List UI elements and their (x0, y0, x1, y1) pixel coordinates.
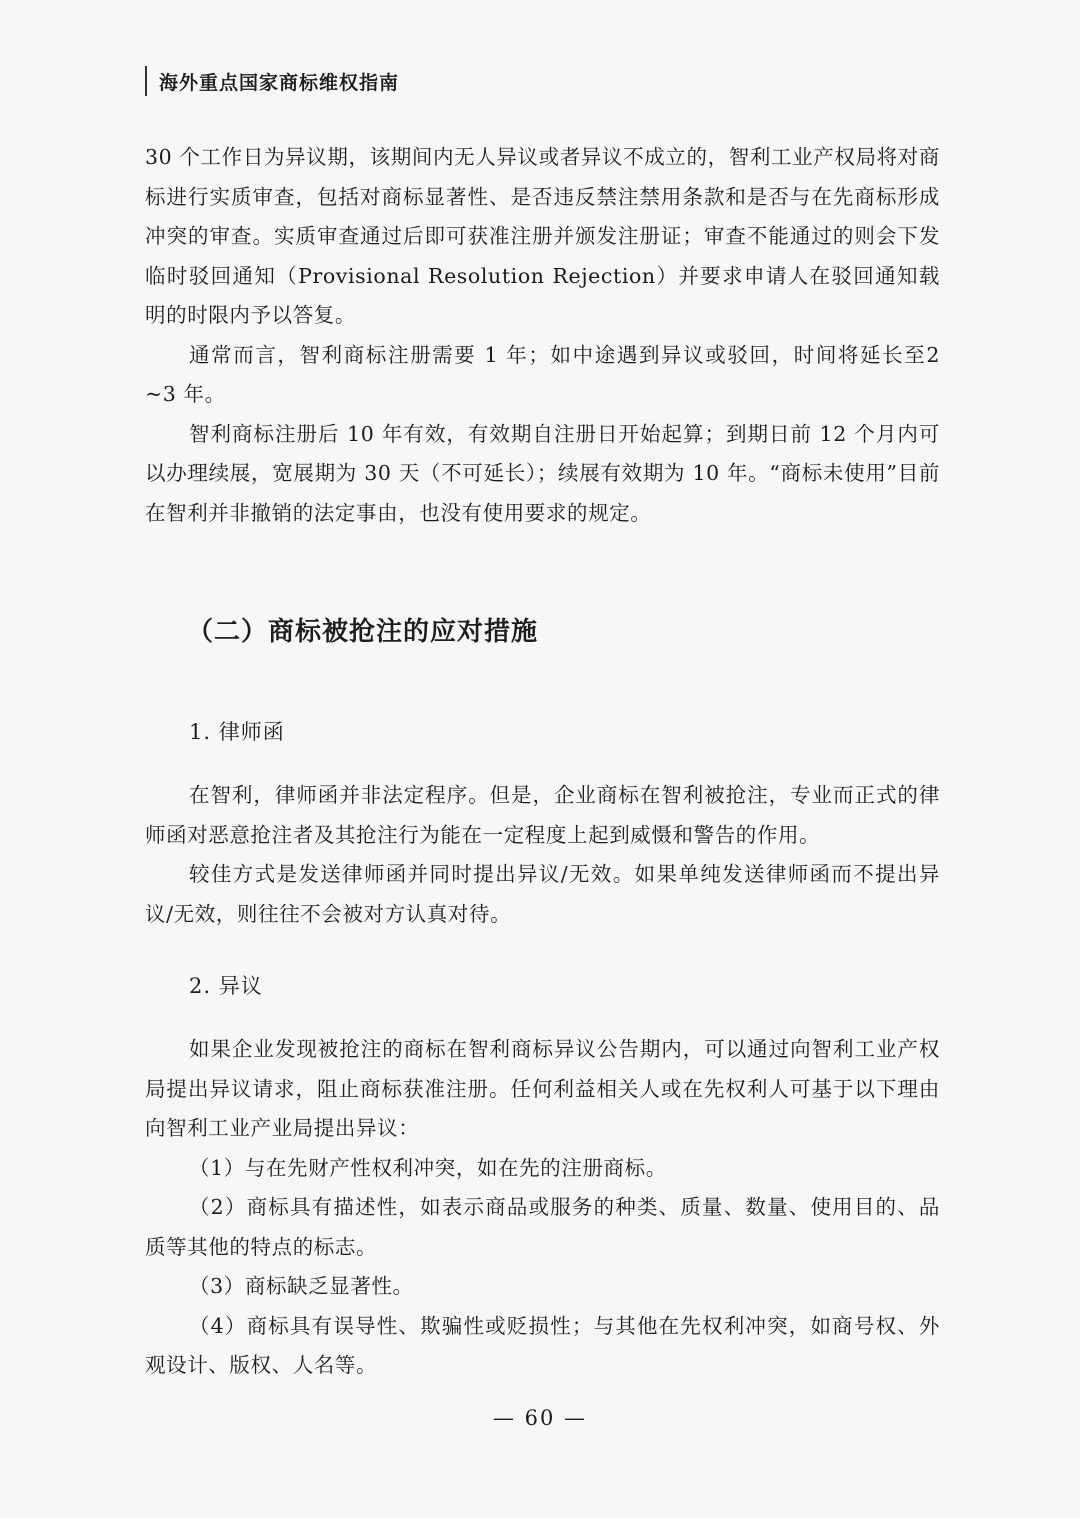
subheading-lawyer-letter: 1. 律师函 (189, 720, 285, 744)
opposition-item-1: （1）与在先财产性权利冲突，如在先的注册商标。 (189, 1155, 667, 1180)
intro-paragraph-2: 通常而言，智利商标注册需要 1 年；如中途遇到异议或驳回，时间将延长至2 ~3 年。 (145, 342, 940, 406)
opposition-item-2: （2）商标具有描述性，如表示商品或服务的种类、质量、数量、使用目的、品质等其他的特点的标志。 (145, 1195, 940, 1259)
subheading-opposition: 2. 异议 (189, 974, 263, 998)
intro-paragraph-3: 智利商标注册后 10 年有效，有效期自注册日开始起算；到期日前 12 个月内可以办理续展，宽展期为 30 天（不可延长）；续展有效期为 10 年。“商标未使用”目前在智利并非撤销的法定事由，也没有使用要求的规定。 (145, 421, 940, 525)
header-title: 海外重点国家商标维权指南 (159, 71, 400, 94)
running-header (145, 66, 399, 96)
page-body (145, 138, 940, 1386)
section-heading: （二）商标被抢注的应对措施 (187, 617, 539, 647)
opposition-item-3: （3）商标缺乏显著性。 (189, 1274, 414, 1298)
header-divider (145, 66, 147, 96)
opposition-paragraph-1: 如果企业发现被抢注的商标在智利商标异议公告期内，可以通过向智利工业产权局提出异议请求，阻止商标获准注册。任何利益相关人或在先权利人可基于以下理由向智利工业产业局提出异议： (145, 1037, 940, 1140)
opposition-item-4: （4）商标具有误导性、欺骗性或贬损性；与其他在先权利冲突，如商号权、外观设计、版权、人名等。 (145, 1313, 940, 1377)
lawyer-letter-paragraph-2: 较佳方式是发送律师函并同时提出异议/无效。如果单纯发送律师函而不提出异议/无效，则往往不会被对方认真对待。 (145, 862, 940, 926)
lawyer-letter-paragraph-1: 在智利，律师函并非法定程序。但是，企业商标在智利被抢注，专业而正式的律师函对恶意抢注者及其抢注行为能在一定程度上起到威慑和警告的作用。 (145, 783, 940, 847)
page-number: — 60 — (492, 1406, 588, 1430)
intro-paragraph-1: 30 个工作日为异议期，该期间内无人异议或者异议不成立的，智利工业产权局将对商标进行实质审查，包括对商标显著性、是否违反禁注禁用条款和是否与在先商标形成冲突的审查。实质审查通过后即可获准注册并颁发注册证；审查不能通过的则会下发临时驳回通知（Provisional Resolution Rejection）并要求申请人在驳回通知载明的时限内予以答复。 (145, 145, 940, 327)
